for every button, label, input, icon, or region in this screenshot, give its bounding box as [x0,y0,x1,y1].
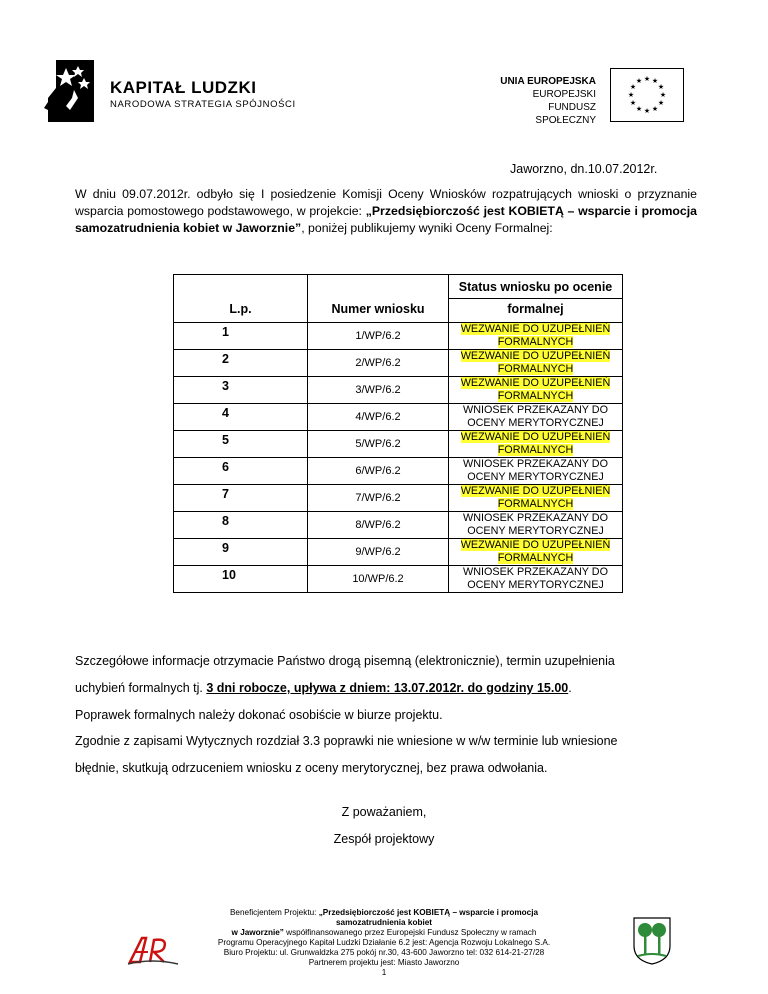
footer-text [200,908,568,978]
footer-line-2 [200,928,568,938]
cell-lp: 9 [174,539,308,566]
header-status-top: Status wniosku po ocenie [449,275,623,299]
svg-text:★: ★ [635,77,643,85]
cell-numer: 3/WP/6.2 [308,377,449,404]
header-lp: L.p. [174,275,308,323]
info-line-2 [75,681,697,695]
cell-numer: 8/WP/6.2 [308,512,449,539]
table-row [174,458,623,485]
closing-regards: Z poważaniem, [341,805,427,819]
table-row [174,377,623,404]
status-line-1: WNIOSEK PRZEKAZANY DO [463,566,608,578]
status-line-2: OCENY MERYTORYCZNEJ [467,525,604,537]
document-date: Jaworzno, dn.10.07.2012r. [510,162,658,176]
cell-status [449,431,623,458]
status-line-1: WEZWANIE DO UZUPEŁNIEŃ [460,377,611,389]
svg-text:★: ★ [659,91,667,99]
info-line-4: Zgodnie z zapisami Wytycznych rozdział 3.3 poprawki nie wniesione w w/w terminie lub wniesione [75,734,618,748]
cell-status [449,566,623,593]
footer-project-name-end: w Jaworznie” [231,928,284,937]
cell-lp: 8 [174,512,308,539]
header-status-bottom: formalnej [449,299,623,323]
info-line-2-end: . [568,681,572,695]
footer-line-3: Programu Operacyjnego Kapitał Ludzki Działanie 6.2 jest: Agencja Rozwoju Lokalnego S.A. [217,938,551,947]
cell-numer: 2/WP/6.2 [308,350,449,377]
info-line-3: Poprawek formalnych należy dokonać osobiście w biurze projektu. [75,708,443,722]
table-row [174,539,623,566]
cell-status [449,539,623,566]
table-row [174,404,623,431]
table-row [174,485,623,512]
cell-status [449,350,623,377]
cell-lp: 3 [174,377,308,404]
svg-text:★: ★ [627,91,635,99]
info-line-5: błędnie, skutkują odrzuceniem wniosku z oceny merytorycznej, bez prawa odwołania. [75,761,548,775]
status-line-2: FORMALNYCH [497,390,574,402]
info-line-2-start: uchybień formalnych tj. [75,681,207,695]
status-line-1: WEZWANIE DO UZUPEŁNIEŃ [460,323,611,335]
intro-text-1: W dniu 09.07.2012r. odbyło się I posiedzenie Komisji Oceny Wniosków rozpatrujących wnioski o przyznanie wsparcia pomostowego podstawowego, w projekcie: [75,187,697,218]
footer-beneficiary-label: Beneficjentem Projektu: [229,908,319,917]
cell-status [449,458,623,485]
status-line-1: WNIOSEK PRZEKAZANY DO [463,404,608,416]
cell-lp: 5 [174,431,308,458]
svg-text:★: ★ [643,107,651,115]
footer-cofinanced: współfinansowanego przez Europejski Fundusz Społeczny w ramach [283,928,537,937]
arl-logo-icon [124,932,182,968]
cell-status [449,512,623,539]
footer-line-1 [200,908,568,928]
footer-project-name: „Przedsiębiorczość jest KOBIETĄ – wsparcie i promocja samozatrudnienia kobiet [318,908,539,927]
status-line-2: FORMALNYCH [497,552,574,564]
cell-numer: 5/WP/6.2 [308,431,449,458]
cell-status [449,377,623,404]
table-row [174,323,623,350]
svg-text:★: ★ [657,99,665,107]
status-line-2: FORMALNYCH [497,336,574,348]
cell-numer: 7/WP/6.2 [308,485,449,512]
info-line-1: Szczegółowe informacje otrzymacie Państwo drogą pisemną (elektronicznie), termin uzupełnienia [75,654,615,668]
svg-text:★: ★ [651,77,659,85]
status-line-1: WEZWANIE DO UZUPEŁNIEŃ [460,350,611,362]
status-line-2: OCENY MERYTORYCZNEJ [467,417,604,429]
cell-status [449,323,623,350]
cell-numer: 1/WP/6.2 [308,323,449,350]
intro-paragraph [75,186,697,237]
kapital-ludzki-subtitle: NARODOWA STRATEGIA SPÓJNOŚCI [110,99,296,110]
cell-status [449,485,623,512]
closing-team: Zespół projektowy [333,832,435,846]
eu-fund-text [500,75,596,127]
status-line-1: WNIOSEK PRZEKAZANY DO [463,512,608,524]
eu-line-3: FUNDUSZ SPOŁECZNY [535,102,596,126]
eu-flag-icon [610,68,684,122]
eu-line-2: EUROPEJSKI [532,89,596,100]
cell-lp: 7 [174,485,308,512]
cell-lp: 6 [174,458,308,485]
table-row [174,566,623,593]
page-number: 1 [381,968,387,977]
status-line-2: FORMALNYCH [497,363,574,375]
status-line-1: WNIOSEK PRZEKAZANY DO [463,458,608,470]
cell-lp: 10 [174,566,308,593]
project-name: „Przedsiębiorczość jest KOBIETĄ – wsparcie i promocja samozatrudnienia kobiet w Jaworznie” [75,204,697,235]
cell-lp: 4 [174,404,308,431]
header-numer: Numer wniosku [308,275,449,323]
svg-text:★: ★ [635,105,643,113]
kapital-ludzki-emblem-icon [44,58,108,126]
cell-numer: 9/WP/6.2 [308,539,449,566]
cell-numer: 6/WP/6.2 [308,458,449,485]
eu-line-1: UNIA EUROPEJSKA [500,76,596,87]
table-row [174,350,623,377]
cell-numer: 10/WP/6.2 [308,566,449,593]
cell-status [449,404,623,431]
svg-text:★: ★ [657,83,665,91]
deadline-text: 3 dni robocze, upływa z dniem: 13.07.2012r. do godziny 15.00 [206,681,569,695]
cell-lp: 1 [174,323,308,350]
svg-text:★: ★ [629,83,637,91]
results-table [173,274,623,593]
status-line-2: OCENY MERYTORYCZNEJ [467,579,604,591]
svg-text:★: ★ [651,105,659,113]
cell-lp: 2 [174,350,308,377]
intro-text-2: , poniżej publikujemy wyniki Oceny Formalnej: [301,221,553,235]
status-line-1: WEZWANIE DO UZUPEŁNIEŃ [460,431,611,443]
kapital-ludzki-title: KAPITAŁ LUDZKI [110,78,257,97]
status-line-1: WEZWANIE DO UZUPEŁNIEŃ [460,485,611,497]
table-row [174,431,623,458]
status-line-1: WEZWANIE DO UZUPEŁNIEŃ [460,539,611,551]
status-line-2: OCENY MERYTORYCZNEJ [467,471,604,483]
table-row [174,512,623,539]
status-line-2: FORMALNYCH [497,498,574,510]
jaworzno-crest-icon [632,916,672,966]
cell-numer: 4/WP/6.2 [308,404,449,431]
svg-text:★: ★ [629,99,637,107]
footer-line-4: Biuro Projektu: ul. Grunwaldzka 275 pokój nr.30, 43-600 Jaworzno tel: 032 614-21-27/28 [223,948,545,957]
footer-line-5: Partnerem projektu jest: Miasto Jaworzno [308,958,460,967]
svg-text:★: ★ [643,75,651,83]
status-line-2: FORMALNYCH [497,444,574,456]
results-table-body [174,323,623,593]
